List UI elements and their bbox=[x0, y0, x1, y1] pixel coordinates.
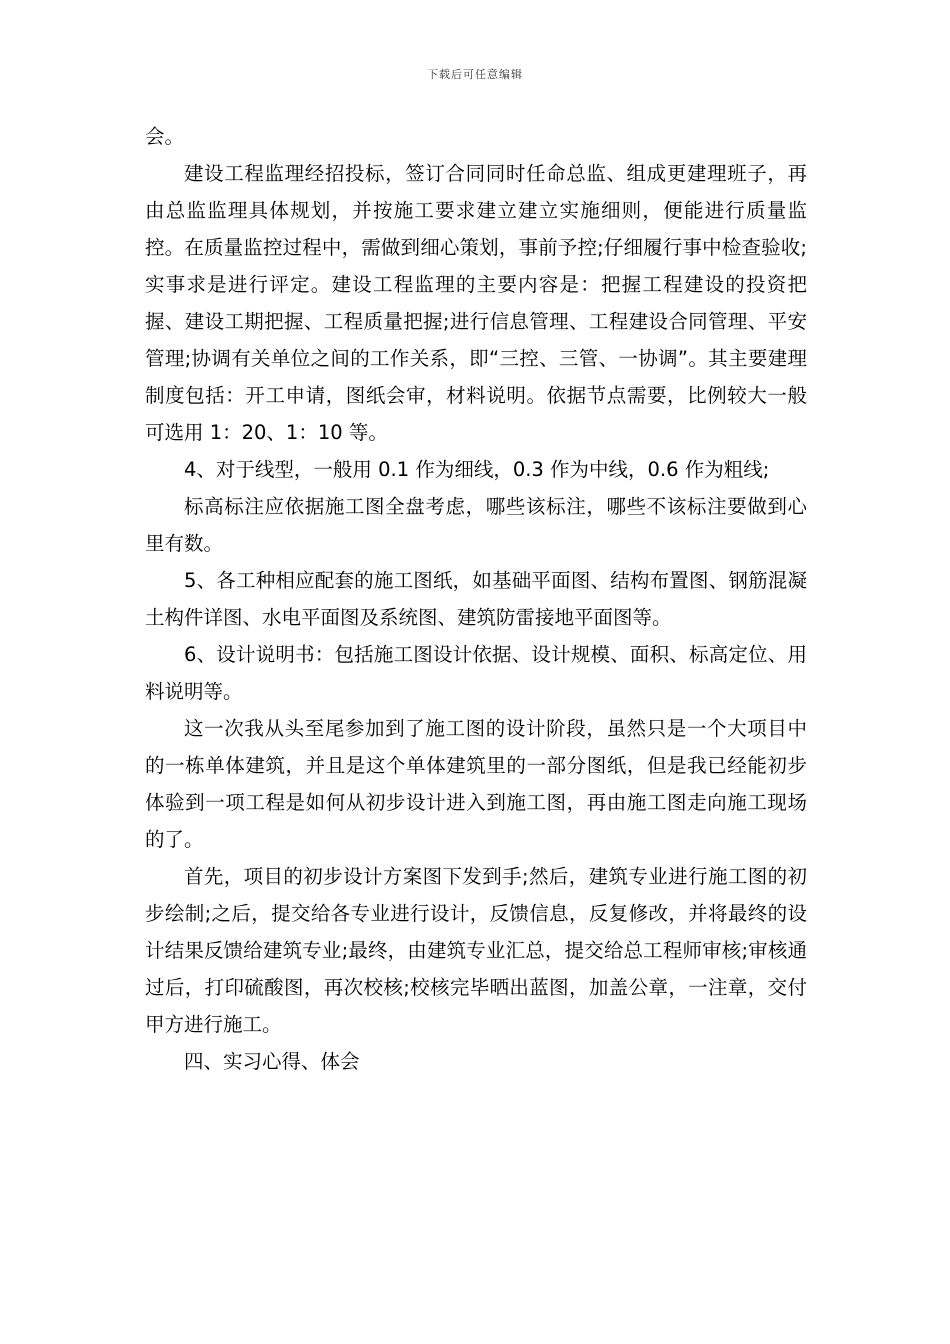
paragraph-experience: 这一次我从头至尾参加到了施工图的设计阶段，虽然只是一个大项目中的一栋单体建筑，并且是这个单体建筑里的一部分图纸，但是我已经能初步体验到一项工程是如何从初步设计进入到施工图，再由施工图走向施工现场的了。 bbox=[145, 717, 807, 851]
paragraph-continuation: 会。 bbox=[145, 125, 185, 148]
paragraph-supervision: 建设工程监理经招投标，签订合同同时任命总监、组成更建理班子，再由总监监理具体规划，并按施工要求建立建立实施细则，便能进行质量监控。在质量监控过程中，需做到细心策划，事前予控;仔细履行事中检查验收;实事求是进行评定。建设工程监理的主要内容是：把握工程建设的投资把握、建设工期把握、工程质量把握;进行信息管理、工程建设合同管理、平安管理;协调有关单位之间的工作关系，即“三控、三管、一协调”。其主要建理制度包括：开工申请，图纸会审，材料说明。依据节点需要，比例较大一般可选用 1：20、1：10 等。 bbox=[145, 162, 807, 444]
paragraph-elevation: 标高标注应依据施工图全盘考虑，哪些该标注，哪些不该标注要做到心里有数。 bbox=[145, 495, 807, 555]
paragraph-process: 首先，项目的初步设计方案图下发到手;然后，建筑专业进行施工图的初步绘制;之后，提交给各专业进行设计，反馈信息，反复修改，并将最终的设计结果反馈给建筑专业;最终，由建筑专业汇总，提交给总工程师审核;审核通过后，打印硫酸图，再次校核;校核完毕晒出蓝图，加盖公章，一注章，交付甲方进行施工。 bbox=[145, 865, 807, 1036]
paragraph-line-types: 4、对于线型，一般用 0.1 作为细线，0.3 作为中线，0.6 作为粗线; bbox=[184, 458, 770, 481]
paragraph-drawings: 5、各工种相应配套的施工图纸，如基础平面图、结构布置图、钢筋混凝土构件详图、水电平面图及系统图、建筑防雷接地平面图等。 bbox=[145, 569, 807, 629]
section-heading: 四、实习心得、体会 bbox=[184, 1050, 360, 1073]
header-note: 下载后可任意编辑 bbox=[427, 68, 523, 81]
paragraph-design-spec: 6、设计说明书：包括施工图设计依据、设计规模、面积、标高定位、用料说明等。 bbox=[145, 643, 807, 703]
document-body bbox=[145, 118, 807, 1080]
